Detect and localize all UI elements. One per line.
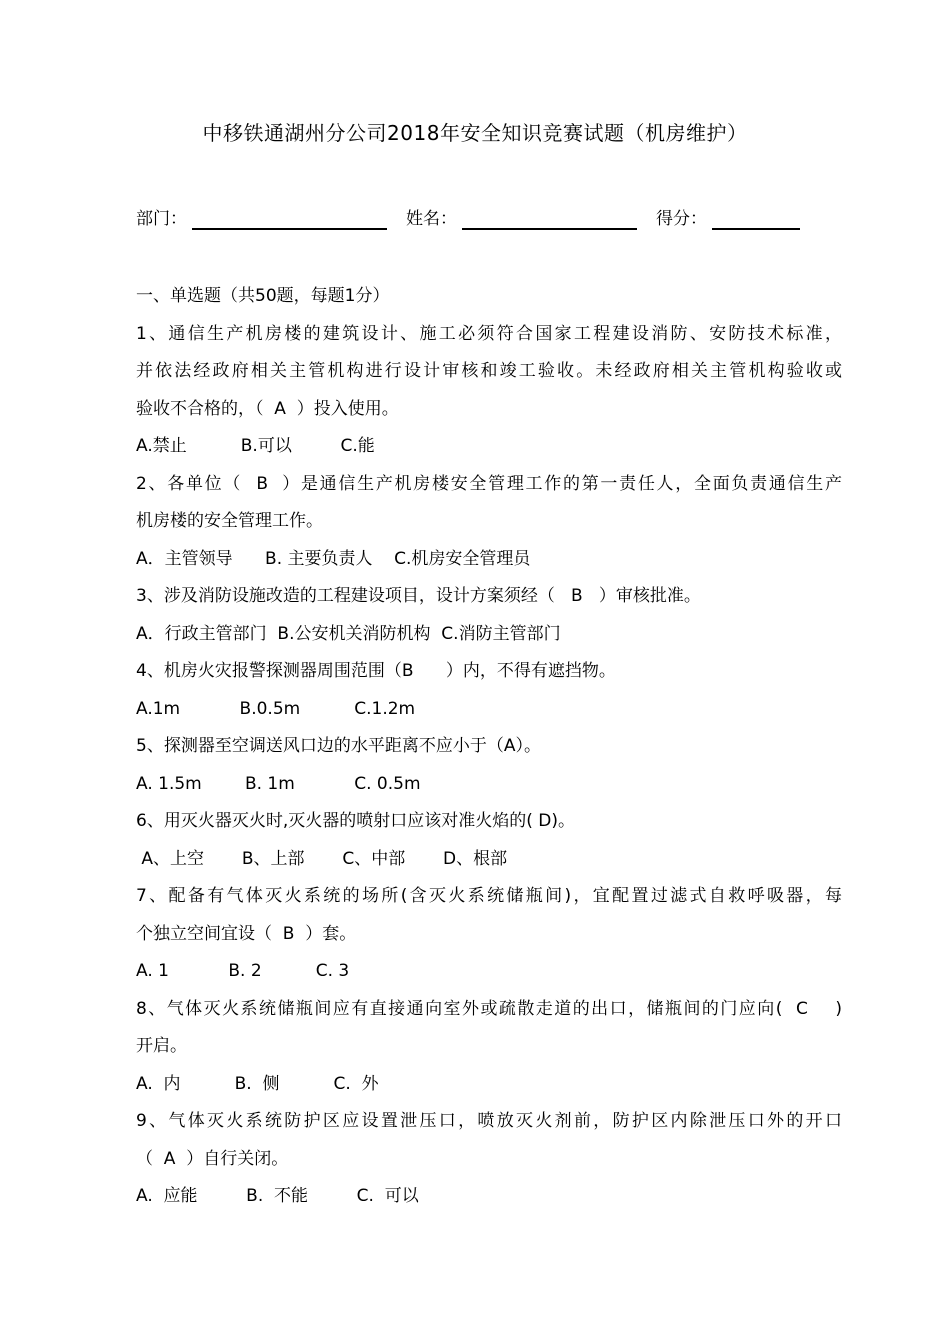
question-8-line-2: 开启。 bbox=[136, 1036, 187, 1056]
question-7-line-2: 个独立空间宜设（ B ）套。 bbox=[136, 923, 357, 944]
page-title: 中移铁通湖州分公司2018年安全知识竞赛试题（机房维护） bbox=[202, 121, 748, 145]
question-3-line-1: 3、涉及消防设施改造的工程建设项目，设计方案须经（ B ）审核批准。 bbox=[136, 586, 701, 606]
question-1-line-2: 并依法经政府相关主管机构进行设计审核和竣工验收。未经政府相关主管机构验收或 bbox=[136, 361, 842, 381]
dept-blank-line bbox=[192, 228, 387, 230]
question-2-line-1: 2、各单位（ B ）是通信生产机房楼安全管理工作的第一责任人，全面负责通信生产 bbox=[136, 473, 842, 494]
question-4-line-1: 4、机房火灾报警探测器周围范围（B ）内，不得有遮挡物。 bbox=[136, 661, 616, 681]
question-7-options: A. 1 B. 2 C. 3 bbox=[136, 961, 350, 981]
question-3-options: A．行政主管部门 B.公安机关消防机构 C.消防主管部门 bbox=[136, 623, 561, 644]
question-5-line-1: 5、探测器至空调送风口边的水平距离不应小于（A）。 bbox=[136, 736, 541, 756]
question-1-options: A.禁止 B.可以 C.能 bbox=[136, 436, 375, 456]
name-blank-line bbox=[462, 228, 637, 230]
question-9-options: A. 应能 B. 不能 C. 可以 bbox=[136, 1186, 419, 1206]
question-8-options: A. 内 B. 侧 C. 外 bbox=[136, 1073, 379, 1094]
question-4-options: A.1m B.0.5m C.1.2m bbox=[136, 698, 416, 719]
question-content bbox=[136, 278, 842, 1216]
question-2-options: A．主管领导 B. 主要负责人 C.机房安全管理员 bbox=[136, 548, 531, 569]
dept-label: 部门： bbox=[136, 209, 187, 229]
question-8-line-1: 8、气体灭火系统储瓶间应有直接通向室外或疏散走道的出口，储瓶间的门应向( C ) bbox=[136, 998, 842, 1019]
info-row bbox=[136, 204, 816, 234]
question-2-line-2: 机房楼的安全管理工作。 bbox=[136, 511, 323, 531]
question-7-line-1: 7、配备有气体灭火系统的场所(含灭火系统储瓶间)，宜配置过滤式自救呼吸器，每 bbox=[136, 886, 842, 906]
section-heading: 一、单选题（共50题，每题1分） bbox=[136, 286, 390, 306]
question-6-line-1: 6、用灭火器灭火时,灭火器的喷射口应该对准火焰的( D)。 bbox=[136, 811, 575, 831]
question-9-line-1: 9、气体灭火系统防护区应设置泄压口，喷放灭火剂前，防护区内除泄压口外的开口 bbox=[136, 1111, 842, 1131]
question-6-options: A、上空 B、上部 C、中部 D、根部 bbox=[136, 848, 508, 869]
name-label: 姓名： bbox=[406, 209, 457, 229]
question-9-line-2: （ A ）自行关闭。 bbox=[136, 1148, 289, 1169]
score-label: 得分： bbox=[656, 209, 707, 229]
question-5-options: A. 1.5m B. 1m C. 0.5m bbox=[136, 773, 421, 794]
score-blank-line bbox=[712, 228, 800, 230]
question-1-line-1: 1、通信生产机房楼的建筑设计、施工必须符合国家工程建设消防、安防技术标准， bbox=[136, 323, 842, 344]
question-1-line-3: 验收不合格的，（ A ）投入使用。 bbox=[136, 398, 399, 419]
